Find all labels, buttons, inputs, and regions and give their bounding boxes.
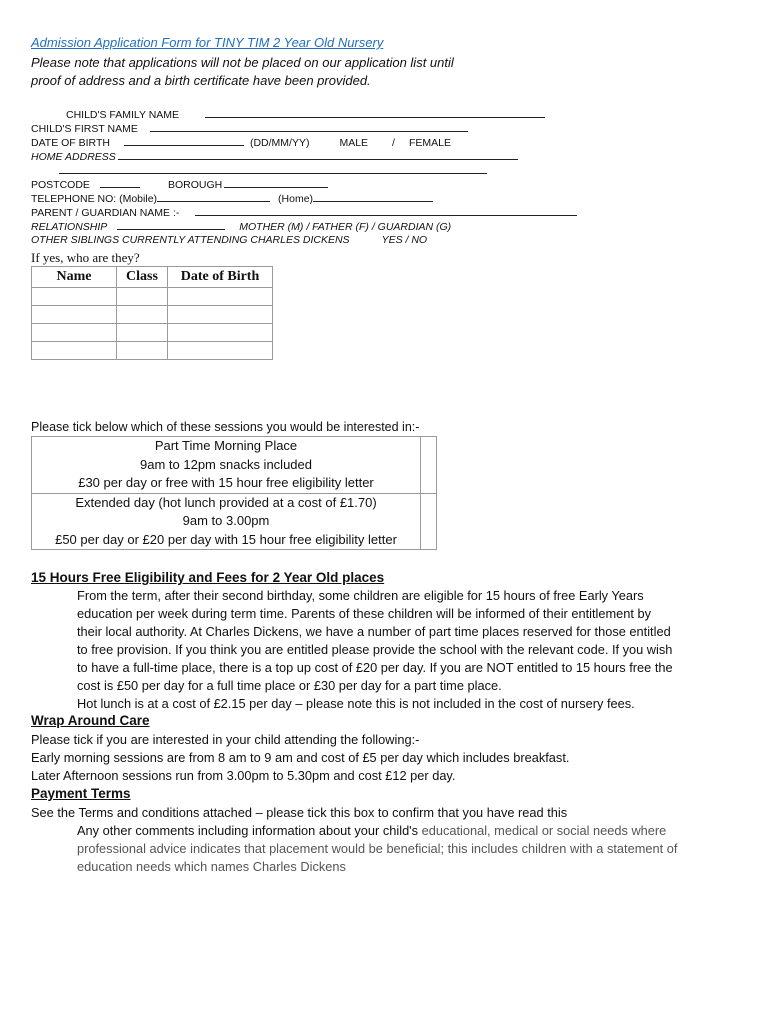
comments-text: Any other comments including information about your child's	[77, 823, 422, 838]
sibling-class-cell[interactable]	[117, 342, 168, 360]
comments-line-3: education needs which names Charles Dickens	[77, 859, 346, 874]
first-name-field[interactable]	[150, 121, 468, 132]
session-option-part-time	[32, 437, 436, 494]
session-line: Extended day (hot lunch provided at a cost of £1.70)	[75, 494, 377, 510]
home-address-label: HOME ADDRESS	[31, 151, 116, 163]
session-line: 9am to 3.00pm	[182, 513, 270, 528]
siblings-prompt: If yes, who are they?	[31, 250, 140, 265]
sibling-class-cell[interactable]	[117, 324, 168, 342]
family-name-label: CHILD'S FAMILY NAME	[66, 109, 180, 121]
home-phone-label: (Home)	[278, 193, 314, 205]
terms-confirm-line: See the Terms and conditions attached – please tick this box to confirm that you have read this	[31, 805, 568, 820]
gender-separator: /	[392, 137, 395, 149]
extended-day-tick-box[interactable]	[421, 494, 436, 550]
note-line-1: Please note that applications will not be placed on our application list until	[31, 55, 454, 70]
male-option[interactable]: MALE	[339, 137, 369, 149]
name-column-header: Name	[32, 267, 117, 288]
sibling-class-cell[interactable]	[117, 288, 168, 306]
sibling-dob-cell[interactable]	[168, 288, 273, 306]
paragraph-line: Hot lunch is at a cost of £2.15 per day – please note this is not included in the cost of nursery fees.	[77, 696, 635, 711]
dob-label: DATE OF BIRTH	[31, 137, 110, 149]
session-option-extended-day	[32, 494, 436, 550]
dob-column-header: Date of Birth	[168, 267, 273, 288]
sibling-name-cell[interactable]	[32, 342, 117, 360]
session-line: Part Time Morning Place	[154, 438, 298, 453]
fifteen-hours-paragraph	[77, 587, 747, 713]
relationship-label: RELATIONSHIP	[31, 221, 108, 233]
sessions-prompt: Please tick below which of these sessions you would be interested in:-	[31, 420, 420, 434]
session-line: £50 per day or £20 per day with 15 hour free eligibility letter	[55, 531, 397, 547]
part-time-tick-box[interactable]	[421, 437, 436, 493]
form-title: Admission Application Form for TINY TIM 2 Year Old Nursery	[31, 35, 384, 50]
guardian-name-field[interactable]	[195, 205, 577, 216]
home-phone-field[interactable]	[313, 191, 433, 202]
session-line: 9am to 12pm snacks included	[140, 456, 312, 472]
home-address-field-1[interactable]	[118, 149, 518, 160]
note-line-2: proof of address and a birth certificate have been provided.	[31, 73, 371, 88]
home-address-field-2[interactable]	[59, 163, 487, 174]
class-column-header: Class	[117, 267, 168, 288]
paragraph-line: cost is £50 per day for a full time place or £30 per day for a part time place.	[77, 678, 502, 693]
fifteen-hours-heading: 15 Hours Free Eligibility and Fees for 2 Year Old places	[31, 570, 385, 585]
late-afternoon-line: Later Afternoon sessions run from 3.00pm to 5.30pm and cost £12 per day.	[31, 768, 456, 783]
paragraph-line: From the term, after their second birthday, some children are eligible for 15 hours of free Early Years	[77, 588, 644, 603]
relationship-options: MOTHER (M) / FATHER (F) / GUARDIAN (G)	[239, 221, 452, 233]
paragraph-line: to have a full-time place, there is a top up cost of £20 per day. If you are NOT entitled to 15 hours free the	[77, 660, 673, 675]
early-morning-line: Early morning sessions are from 8 am to 9 am and cost of £5 per day which includes breakfast.	[31, 750, 570, 765]
sibling-class-cell[interactable]	[117, 306, 168, 324]
telephone-label: TELEPHONE NO: (Mobile)	[31, 193, 158, 205]
family-name-field[interactable]	[205, 107, 545, 118]
dob-format: (DD/MM/YY)	[249, 137, 310, 149]
postcode-label: POSTCODE	[31, 179, 90, 191]
mobile-field[interactable]	[157, 191, 270, 202]
first-name-label: CHILD'S FIRST NAME	[31, 123, 138, 135]
sibling-dob-cell[interactable]	[168, 342, 273, 360]
dob-field[interactable]	[124, 135, 244, 146]
comments-text-gray: educational, medical or social needs where	[421, 823, 667, 838]
siblings-table	[31, 266, 273, 360]
paragraph-line: their local authority. At Charles Dickens, we have a number of part time places reserved for those entitled	[77, 624, 671, 639]
siblings-yes-no[interactable]: YES / NO	[381, 234, 428, 246]
guardian-name-label: PARENT / GUARDIAN NAME :-	[31, 207, 180, 219]
borough-field[interactable]	[224, 177, 328, 188]
postcode-field[interactable]	[100, 177, 140, 188]
siblings-table-header	[32, 267, 273, 288]
sibling-name-cell[interactable]	[32, 324, 117, 342]
siblings-label: OTHER SIBLINGS CURRENTLY ATTENDING CHARLES DICKENS	[31, 234, 350, 246]
relationship-field[interactable]	[117, 219, 225, 230]
table-row	[32, 324, 273, 342]
comments-line-1	[77, 823, 666, 838]
sibling-name-cell[interactable]	[32, 288, 117, 306]
wrap-around-heading: Wrap Around Care	[31, 713, 150, 728]
sessions-table	[31, 436, 437, 550]
application-note	[31, 54, 454, 90]
session-line: £30 per day or free with 15 hour free eligibility letter	[78, 475, 374, 490]
female-option[interactable]: FEMALE	[408, 137, 451, 149]
sibling-dob-cell[interactable]	[168, 324, 273, 342]
paragraph-line: education per week during term time. Parents of these children will be informed of their entitlement by	[77, 606, 652, 621]
wrap-around-line-1: Please tick if you are interested in your child attending the following:-	[31, 732, 420, 747]
payment-terms-heading: Payment Terms	[31, 786, 131, 801]
paragraph-line: to free provision. If you think you are entitled please provide the school with the relevant code. If you wish	[77, 642, 673, 657]
table-row	[32, 288, 273, 306]
table-row	[32, 342, 273, 360]
sibling-dob-cell[interactable]	[168, 306, 273, 324]
borough-label: BOROUGH	[167, 179, 223, 191]
table-row	[32, 306, 273, 324]
sibling-name-cell[interactable]	[32, 306, 117, 324]
comments-line-2: professional advice indicates that placement would be beneficial; this includes children with a statement of	[77, 841, 678, 856]
